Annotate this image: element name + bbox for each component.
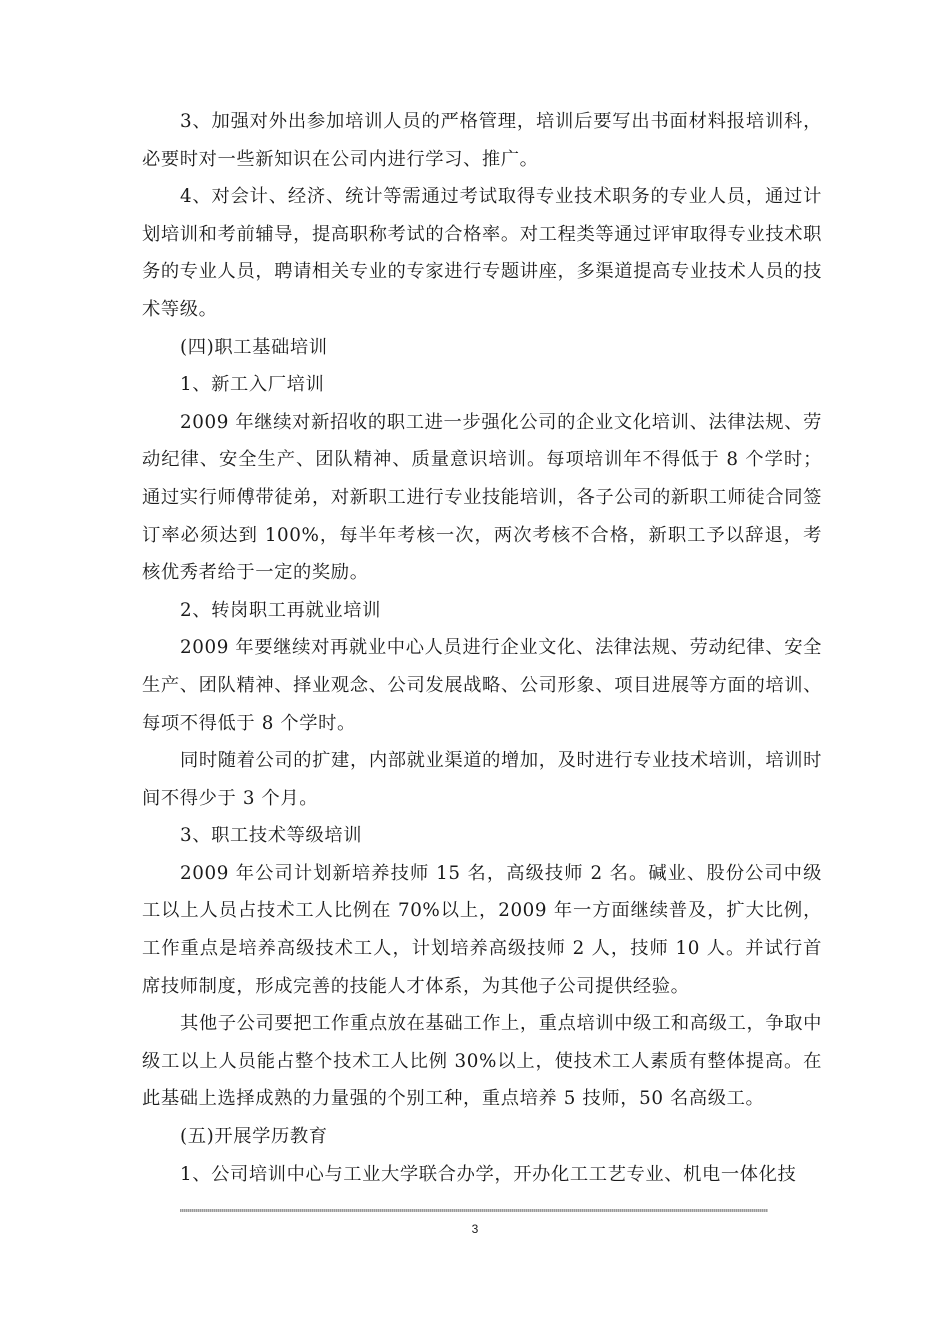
paragraph-reemployment-training: 2009 年要继续对再就业中心人员进行企业文化、法律法规、劳动纪律、安全生产、团队精神、择业观念、公司发展战略、公司形象、项目进展等方面的培训、每项不得低于 8 个学时。 bbox=[142, 637, 822, 734]
footer-divider bbox=[180, 1209, 768, 1212]
body-text bbox=[142, 103, 822, 1193]
section-heading-academic-education: (五)开展学历教育 bbox=[180, 1126, 328, 1148]
paragraph-technician-plan: 2009 年公司计划新培养技师 15 名，高级技师 2 名。碱业、股份公司中级工以上人员占技术工人比例在 70%以上，2009 年一方面继续普及，扩大比例，工作重点是培养高级技术工人，计划培养高级技师 2 人，技师 10 人。并试行首席技师制度，形成完善的技能人才体系，为其他子公司提供经验。 bbox=[142, 862, 822, 997]
page-number: 3 bbox=[471, 1222, 479, 1236]
paragraph-subsidiary-training: 其他子公司要把工作重点放在基础工作上，重点培训中级工和高级工，争取中级工以上人员能占整个技术工人比例 30%以上，使技术工人素质有整体提高。在此基础上选择成熟的力量强的个别工种，重点培养 5 技师，50 名高级工。 bbox=[142, 1013, 822, 1110]
paragraph-joint-school: 1、公司培训中心与工业大学联合办学，开办化工工艺专业、机电一体化技 bbox=[180, 1163, 797, 1185]
paragraph-new-worker-training: 2009 年继续对新招收的职工进一步强化公司的企业文化培训、法律法规、劳动纪律、安全生产、团队精神、质量意识培训。每项培训年不得低于 8 个学时；通过实行师傅带徒弟，对新职工进行专业技能培训，各子公司的新职工师徒合同签订率必须达到 100%，每半年考核一次，两次考核不合格，新职工予以辞退，考核优秀者给于一定的奖励。 bbox=[142, 411, 822, 584]
subheading-new-worker-training: 1、新工入厂培训 bbox=[180, 374, 325, 396]
paragraph-internal-employment: 同时随着公司的扩建，内部就业渠道的增加，及时进行专业技术培训，培训时间不得少于 3 个月。 bbox=[142, 750, 822, 809]
paragraph-item-3-management: 3、加强对外出参加培训人员的严格管理，培训后要写出书面材料报培训科，必要时对一些新知识在公司内进行学习、推广。 bbox=[142, 111, 822, 170]
section-heading-basic-training: (四)职工基础培训 bbox=[180, 336, 328, 358]
subheading-reemployment-training: 2、转岗职工再就业培训 bbox=[180, 599, 382, 621]
subheading-skill-level-training: 3、职工技术等级培训 bbox=[180, 825, 363, 847]
paragraph-item-4-professional-staff: 4、对会计、经济、统计等需通过考试取得专业技术职务的专业人员，通过计划培训和考前辅导，提高职称考试的合格率。对工程类等通过评审取得专业技术职务的专业人员，聘请相关专业的专家进行专题讲座，多渠道提高专业技术人员的技术等级。 bbox=[142, 186, 822, 320]
